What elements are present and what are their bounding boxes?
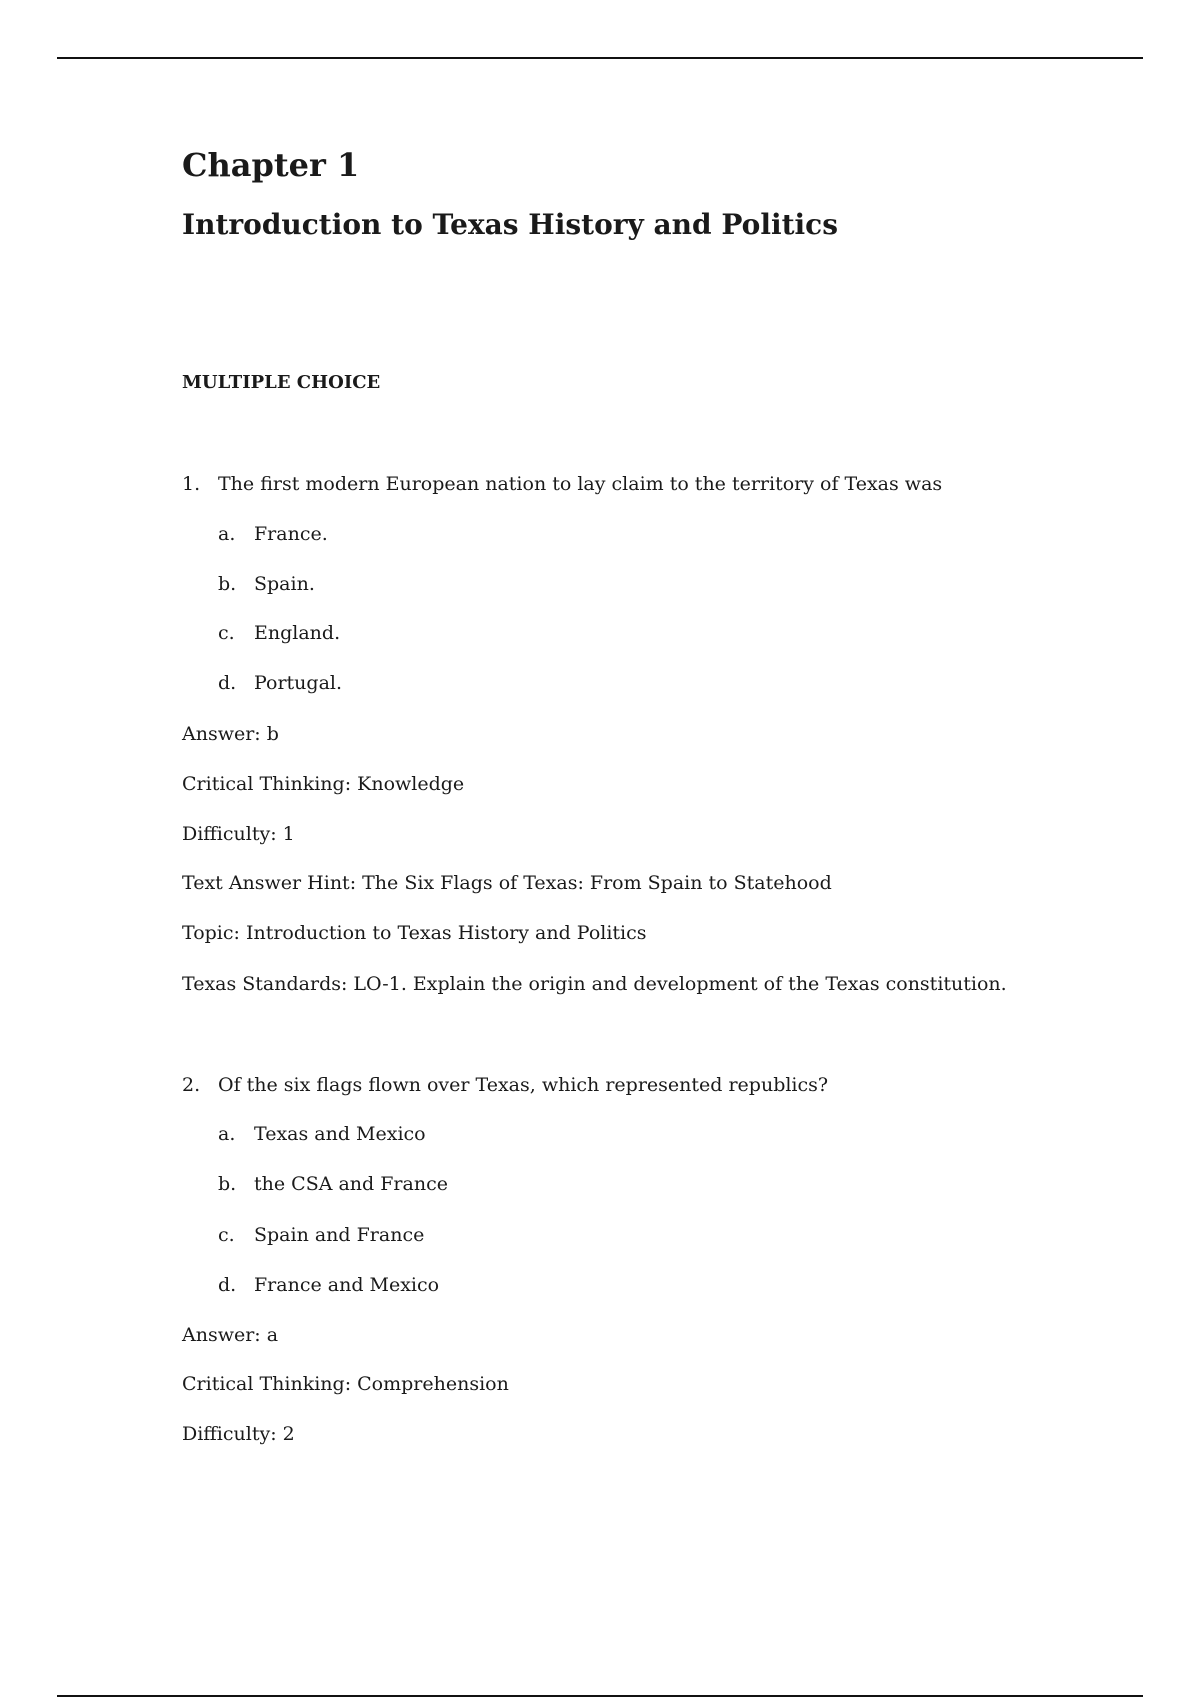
option-text: Texas and Mexico: [254, 1123, 426, 1145]
option-letter: c.: [218, 1224, 235, 1246]
question-1-option-a: [218, 522, 328, 546]
option-letter: d.: [218, 672, 237, 694]
chapter-title: Introduction to Texas History and Politics: [182, 208, 838, 241]
question-2-option-a: [218, 1122, 426, 1146]
question-1-option-b: [218, 572, 315, 596]
question-2-critical-thinking: Critical Thinking: Comprehension: [182, 1373, 509, 1395]
question-1-difficulty: Difficulty: 1: [182, 823, 295, 845]
question-2-option-d: [218, 1273, 439, 1297]
option-text: the CSA and France: [254, 1173, 448, 1195]
question-1: [182, 472, 942, 496]
option-text: England.: [254, 622, 341, 644]
question-1-option-d: [218, 671, 342, 695]
option-letter: a.: [218, 1123, 236, 1145]
question-1-hint: Text Answer Hint: The Six Flags of Texas: From Spain to Statehood: [182, 872, 832, 894]
question-1-critical-thinking: Critical Thinking: Knowledge: [182, 773, 465, 795]
bottom-rule: [57, 1695, 1143, 1697]
option-text: France.: [254, 523, 328, 545]
question-2-difficulty: Difficulty: 2: [182, 1423, 295, 1445]
question-2-answer: Answer: a: [182, 1324, 279, 1346]
option-text: Spain and France: [254, 1224, 425, 1246]
question-1-standards: Texas Standards: LO-1. Explain the origin and development of the Texas constitution.: [182, 973, 1007, 995]
question-2-option-b: [218, 1172, 448, 1196]
question-number: 2.: [182, 1074, 201, 1096]
question-2-option-c: [218, 1223, 424, 1247]
section-heading: MULTIPLE CHOICE: [182, 372, 381, 393]
top-rule: [57, 57, 1143, 59]
option-letter: c.: [218, 622, 235, 644]
question-2: [182, 1073, 828, 1097]
question-1-option-c: [218, 621, 340, 645]
option-text: France and Mexico: [254, 1274, 440, 1296]
question-text: Of the six flags flown over Texas, which represented republics?: [218, 1074, 829, 1096]
option-letter: b.: [218, 1173, 237, 1195]
question-1-topic: Topic: Introduction to Texas History and Politics: [182, 922, 647, 944]
question-number: 1.: [182, 473, 201, 495]
question-1-answer: Answer: b: [182, 723, 279, 745]
option-letter: a.: [218, 523, 236, 545]
option-letter: d.: [218, 1274, 237, 1296]
option-text: Portugal.: [254, 672, 343, 694]
chapter-number: Chapter 1: [182, 146, 360, 184]
option-text: Spain.: [254, 573, 315, 595]
option-letter: b.: [218, 573, 237, 595]
question-text: The first modern European nation to lay claim to the territory of Texas was: [218, 473, 943, 495]
